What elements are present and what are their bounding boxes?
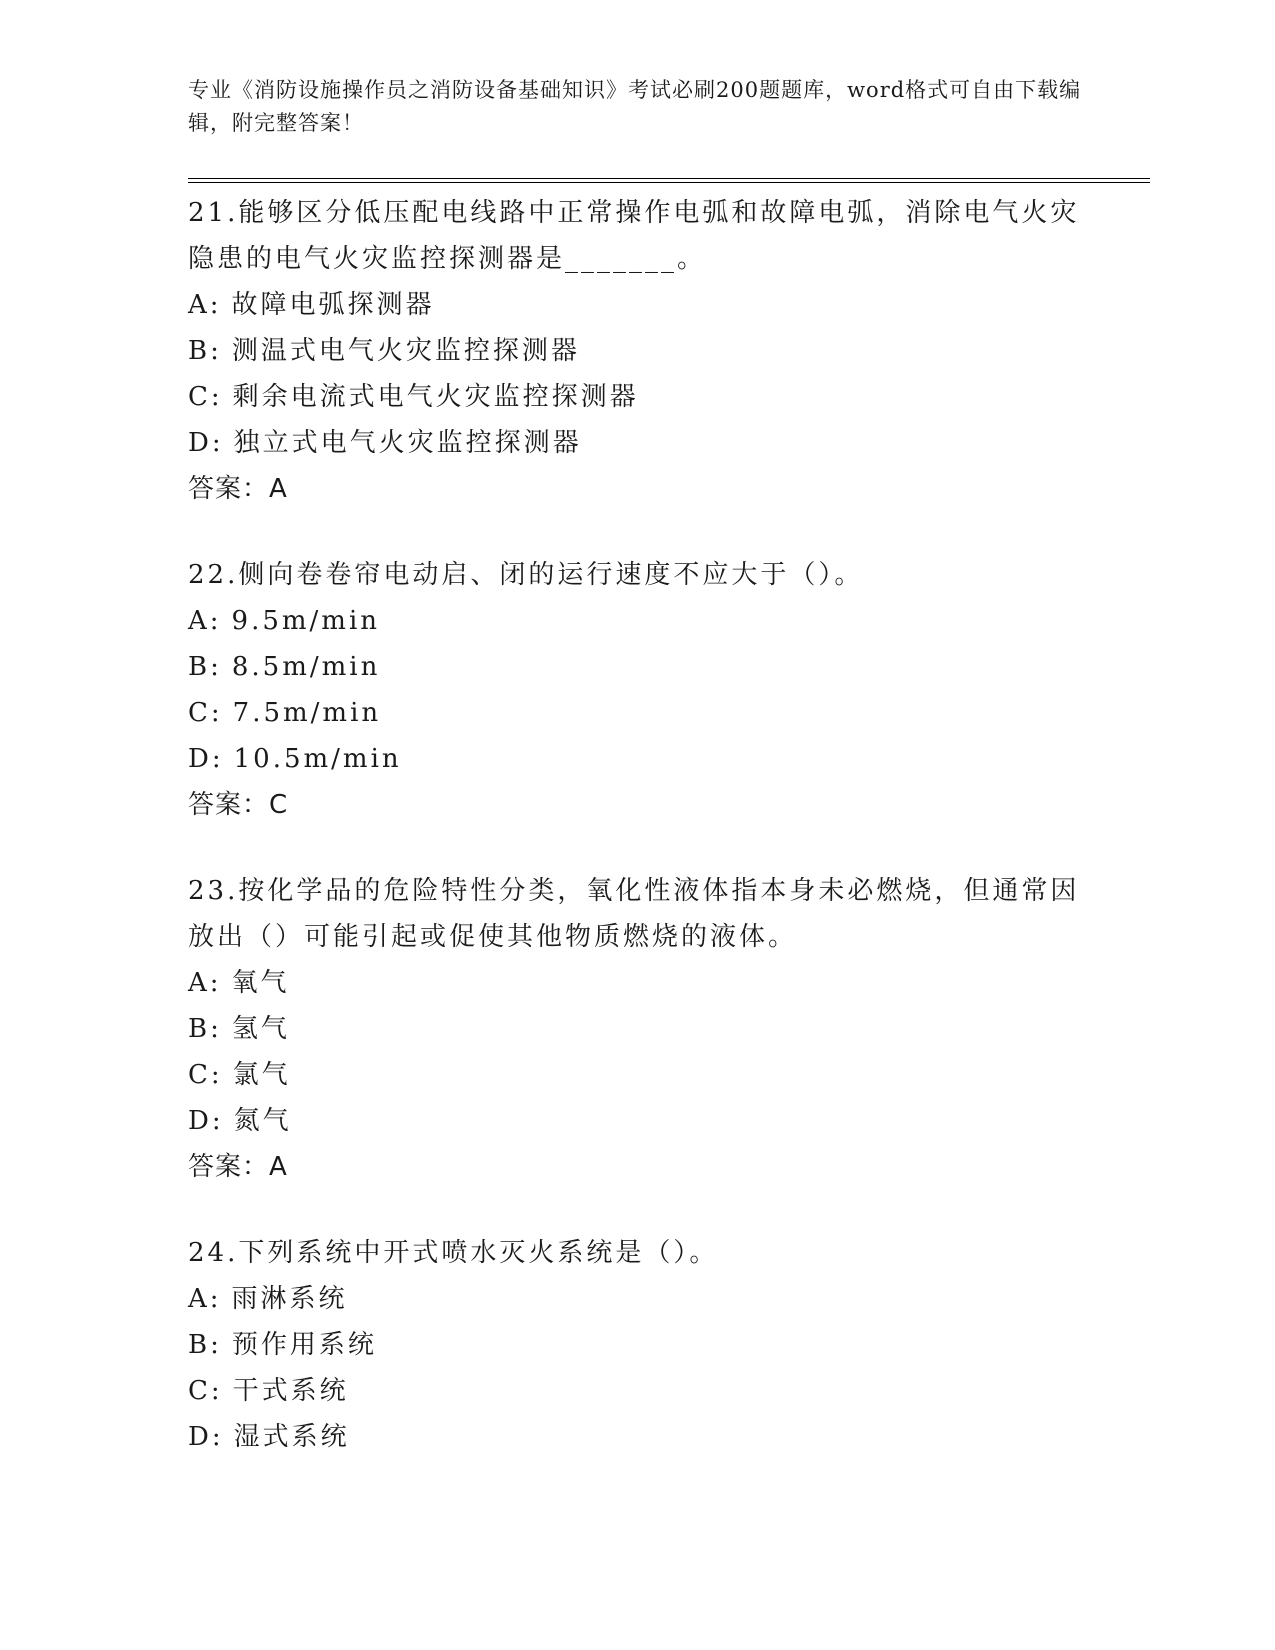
option-d [188, 1098, 1088, 1144]
option-b [188, 328, 1088, 374]
option-label: A: [188, 290, 222, 320]
option-label: D: [188, 428, 224, 458]
question-list [188, 190, 1088, 1500]
option-text: 10.5m/min [233, 744, 402, 774]
answer: 答案：C [188, 790, 289, 820]
question-text: 21.能够区分低压配电线路中正常操作电弧和故障电弧，消除电气火灾隐患的电气火灾监控探测器是_______。 [188, 198, 1080, 274]
option-a [188, 282, 1088, 328]
option-b [188, 1006, 1088, 1052]
question-text: 23.按化学品的危险特性分类，氧化性液体指本身未必燃烧，但通常因放出（）可能引起或促使其他物质燃烧的液体。 [188, 876, 1080, 952]
answer: 答案：A [188, 474, 288, 504]
option-label: B: [188, 652, 222, 682]
option-text: 故障电弧探测器 [231, 290, 435, 320]
option-a [188, 960, 1088, 1006]
option-label: B: [188, 1330, 222, 1360]
option-text: 预作用系统 [231, 1330, 377, 1360]
option-text: 独立式电气火灾监控探测器 [233, 428, 582, 458]
answer: 答案：A [188, 1152, 288, 1182]
option-c [188, 1052, 1088, 1098]
option-label: C: [188, 698, 223, 728]
question-text: 24.下列系统中开式喷水灭火系统是（）。 [188, 1238, 719, 1268]
option-label: D: [188, 744, 224, 774]
header-divider-bottom [188, 182, 1150, 183]
option-a [188, 598, 1088, 644]
option-text: 干式系统 [232, 1376, 349, 1406]
option-text: 9.5m/min [231, 606, 381, 636]
option-b [188, 644, 1088, 690]
option-text: 湿式系统 [233, 1422, 350, 1452]
option-label: A: [188, 1284, 222, 1314]
option-text: 氢气 [231, 1014, 290, 1044]
option-text: 剩余电流式电气火灾监控探测器 [232, 382, 639, 412]
option-text: 雨淋系统 [231, 1284, 348, 1314]
option-label: B: [188, 336, 222, 366]
option-label: B: [188, 1014, 222, 1044]
option-text: 氮气 [233, 1106, 292, 1136]
question-21 [188, 190, 1088, 512]
option-label: D: [188, 1422, 224, 1452]
option-text: 氯气 [232, 1060, 291, 1090]
option-d [188, 736, 1088, 782]
option-label: D: [188, 1106, 224, 1136]
option-label: C: [188, 1060, 223, 1090]
option-label: A: [188, 968, 222, 998]
option-c [188, 1368, 1088, 1414]
question-23 [188, 868, 1088, 1190]
option-a [188, 1276, 1088, 1322]
option-label: C: [188, 382, 223, 412]
option-b [188, 1322, 1088, 1368]
document-intro: 专业《消防设施操作员之消防设备基础知识》考试必刷200题题库，word格式可自由下载编辑，附完整答案！ [188, 78, 1082, 135]
option-d [188, 420, 1088, 466]
question-text: 22.侧向卷卷帘电动启、闭的运行速度不应大于（）。 [188, 560, 864, 590]
question-22 [188, 552, 1088, 828]
option-label: C: [188, 1376, 223, 1406]
option-text: 氧气 [231, 968, 290, 998]
question-24 [188, 1230, 1088, 1460]
option-text: 8.5m/min [231, 652, 381, 682]
option-text: 测温式电气火灾监控探测器 [231, 336, 580, 366]
option-c [188, 374, 1088, 420]
option-text: 7.5m/min [232, 698, 382, 728]
option-d [188, 1414, 1088, 1460]
option-c [188, 690, 1088, 736]
option-label: A: [188, 606, 222, 636]
header-divider-top [188, 178, 1150, 179]
